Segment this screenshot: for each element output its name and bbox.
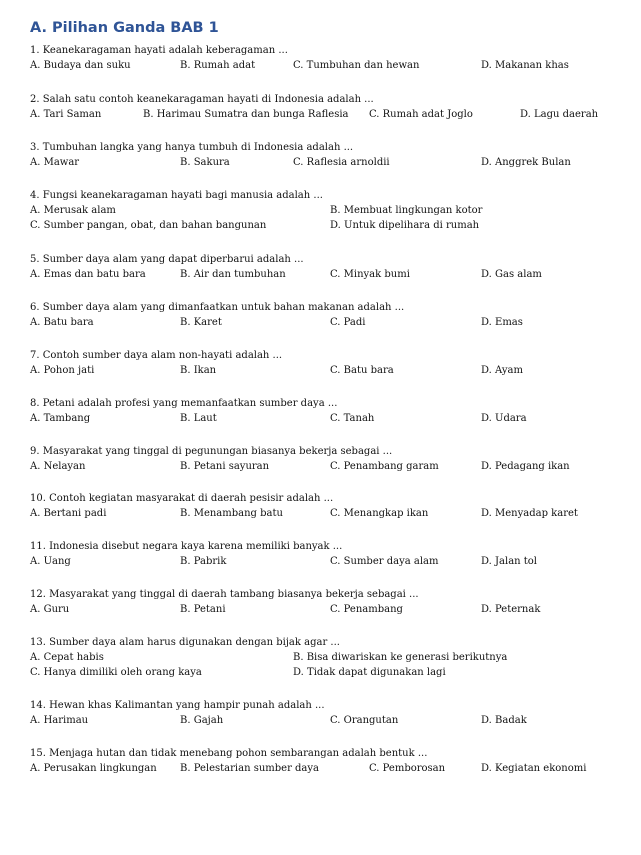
option-d: D. Badak xyxy=(481,715,527,726)
option-c: C. Raflesia arnoldii xyxy=(293,157,390,168)
option-b: B. Ikan xyxy=(180,365,217,376)
option-c: C. Pemborosan xyxy=(369,763,446,774)
question-5 xyxy=(30,252,630,286)
question-text: 9. Masyarakat yang tinggal di pegunungan biasanya bekerja sebagai ... xyxy=(30,446,393,457)
option-b: B. Laut xyxy=(180,413,217,424)
option-d: D. Untuk dipelihara di rumah xyxy=(330,220,480,231)
option-c: C. Tumbuhan dan hewan xyxy=(293,60,420,71)
option-a: A. Merusak alam xyxy=(30,205,116,216)
option-d: D. Kegiatan ekonomi xyxy=(481,763,587,774)
option-a: A. Budaya dan suku xyxy=(30,60,131,71)
option-b: B. Harimau Sumatra dan bunga Raflesia xyxy=(143,109,349,120)
option-b: B. Karet xyxy=(180,317,222,328)
question-text: 15. Menjaga hutan dan tidak menebang pohon sembarangan adalah bentuk ... xyxy=(30,748,428,759)
option-c: C. Batu bara xyxy=(330,365,394,376)
question-text: 8. Petani adalah profesi yang memanfaatkan sumber daya ... xyxy=(30,398,338,409)
question-13 xyxy=(30,635,630,683)
option-d: D. Emas xyxy=(481,317,523,328)
question-8 xyxy=(30,396,630,430)
option-a: A. Harimau xyxy=(30,715,89,726)
option-d: D. Pedagang ikan xyxy=(481,461,570,472)
option-b: B. Gajah xyxy=(180,715,224,726)
question-11 xyxy=(30,539,630,573)
option-d: D. Gas alam xyxy=(481,269,542,280)
option-b: B. Petani sayuran xyxy=(180,461,270,472)
option-d: D. Makanan khas xyxy=(481,60,569,71)
question-15 xyxy=(30,746,630,780)
option-b: B. Pelestarian sumber daya xyxy=(180,763,319,774)
question-text: 7. Contoh sumber daya alam non-hayati adalah ... xyxy=(30,350,283,361)
option-a: A. Cepat habis xyxy=(30,652,104,663)
option-c: C. Penambang garam xyxy=(330,461,439,472)
option-a: A. Mawar xyxy=(30,157,80,168)
option-d: D. Udara xyxy=(481,413,527,424)
question-text: 1. Keanekaragaman hayati adalah keberagaman ... xyxy=(30,45,288,56)
option-a: A. Pohon jati xyxy=(30,365,95,376)
option-c: C. Sumber pangan, obat, dan bahan bangunan xyxy=(30,220,267,231)
question-text: 6. Sumber daya alam yang dimanfaatkan untuk bahan makanan adalah ... xyxy=(30,302,405,313)
option-a: A. Perusakan lingkungan xyxy=(30,763,157,774)
question-text: 14. Hewan khas Kalimantan yang hampir punah adalah ... xyxy=(30,700,325,711)
question-1 xyxy=(30,43,630,77)
question-text: 12. Masyarakat yang tinggal di daerah tambang biasanya bekerja sebagai ... xyxy=(30,589,419,600)
option-a: A. Emas dan batu bara xyxy=(30,269,146,280)
option-a: A. Guru xyxy=(30,604,70,615)
option-d: D. Menyadap karet xyxy=(481,508,578,519)
option-d: D. Peternak xyxy=(481,604,541,615)
option-a: A. Uang xyxy=(30,556,71,567)
option-c: C. Penambang xyxy=(330,604,403,615)
option-a: A. Tari Saman xyxy=(30,109,102,120)
question-14 xyxy=(30,698,630,732)
option-c: C. Tanah xyxy=(330,413,375,424)
question-7 xyxy=(30,348,630,382)
question-10 xyxy=(30,491,630,525)
option-c: C. Padi xyxy=(330,317,366,328)
option-b: B. Membuat lingkungan kotor xyxy=(330,205,483,216)
option-b: B. Petani xyxy=(180,604,226,615)
option-b: B. Pabrik xyxy=(180,556,227,567)
option-a: A. Tambang xyxy=(30,413,91,424)
question-text: 10. Contoh kegiatan masyarakat di daerah pesisir adalah ... xyxy=(30,493,334,504)
option-d: D. Anggrek Bulan xyxy=(481,157,571,168)
option-c: C. Sumber daya alam xyxy=(330,556,439,567)
option-b: B. Air dan tumbuhan xyxy=(180,269,286,280)
option-a: A. Nelayan xyxy=(30,461,86,472)
option-d: D. Jalan tol xyxy=(481,556,538,567)
question-12 xyxy=(30,587,630,621)
question-3 xyxy=(30,140,630,174)
option-c: C. Orangutan xyxy=(330,715,399,726)
option-a: A. Batu bara xyxy=(30,317,94,328)
option-c: C. Hanya dimiliki oleh orang kaya xyxy=(30,667,202,678)
option-b: B. Sakura xyxy=(180,157,230,168)
question-4 xyxy=(30,188,630,236)
option-a: A. Bertani padi xyxy=(30,508,107,519)
option-c: C. Menangkap ikan xyxy=(330,508,429,519)
question-text: 5. Sumber daya alam yang dapat diperbarui adalah ... xyxy=(30,254,304,265)
page-title: A. Pilihan Ganda BAB 1 xyxy=(30,20,219,36)
option-d: D. Tidak dapat digunakan lagi xyxy=(293,667,446,678)
question-text: 3. Tumbuhan langka yang hanya tumbuh di Indonesia adalah ... xyxy=(30,142,354,153)
question-9 xyxy=(30,444,630,478)
option-d: D. Ayam xyxy=(481,365,523,376)
question-text: 11. Indonesia disebut negara kaya karena memiliki banyak ... xyxy=(30,541,343,552)
question-text: 2. Salah satu contoh keanekaragaman hayati di Indonesia adalah ... xyxy=(30,94,374,105)
question-text: 4. Fungsi keanekaragaman hayati bagi manusia adalah ... xyxy=(30,190,323,201)
question-6 xyxy=(30,300,630,334)
option-c: C. Minyak bumi xyxy=(330,269,410,280)
option-c: C. Rumah adat Joglo xyxy=(369,109,473,120)
option-d: D. Lagu daerah xyxy=(520,109,599,120)
option-b: B. Bisa diwariskan ke generasi berikutnya xyxy=(293,652,508,663)
question-text: 13. Sumber daya alam harus digunakan dengan bijak agar ... xyxy=(30,637,340,648)
option-b: B. Menambang batu xyxy=(180,508,283,519)
question-2 xyxy=(30,92,630,126)
option-b: B. Rumah adat xyxy=(180,60,256,71)
